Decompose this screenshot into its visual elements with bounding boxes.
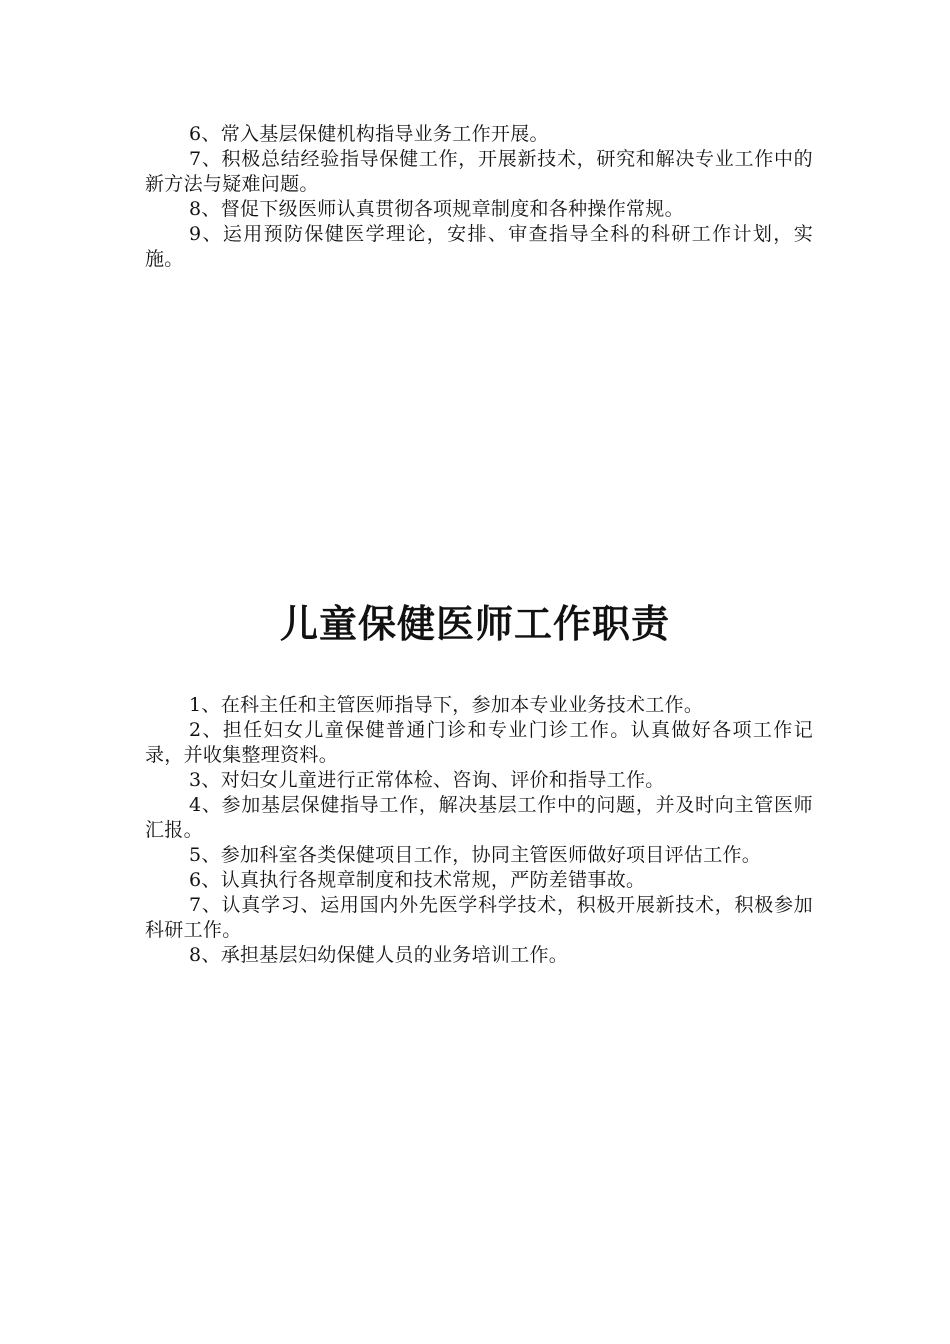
duty-item-1: 1、在科主任和主管医师指导下，参加本专业业务技术工作。 [189,694,704,716]
duty-item-7: 7、积极总结经验指导保健工作，开展新技术，研究和解决专业工作中的新方法与疑难问题。 [145,148,813,195]
continued-duty-list [145,122,813,272]
duty-item-4: 4、参加基层保健指导工作，解决基层工作中的问题，并及时向主管医师汇报。 [145,794,813,841]
duty-item-6: 6、常入基层保健机构指导业务工作开展。 [189,123,549,145]
duty-item-3: 3、对妇女儿童进行正常体检、咨询、评价和指导工作。 [189,769,665,791]
duty-item-5: 5、参加科室各类保健项目工作，协同主管医师做好项目评估工作。 [189,844,762,866]
duty-item-9: 9、运用预防保健医学理论，安排、审查指导全科的科研工作计划，实施。 [145,223,813,270]
section-title: 儿童保健医师工作职责 [279,601,670,646]
duty-item-7: 7、认真学习、运用国内外先医学科学技术，积极开展新技术，积极参加科研工作。 [145,894,813,941]
duty-item-8: 8、督促下级医师认真贯彻各项规章制度和各种操作常规。 [189,198,684,220]
duty-item-2: 2、担任妇女儿童保健普通门诊和专业门诊工作。认真做好各项工作记录，并收集整理资料。 [145,719,813,766]
duty-item-8: 8、承担基层妇幼保健人员的业务培训工作。 [189,944,569,966]
child-health-doctor-duty-list [145,693,813,968]
duty-item-6: 6、认真执行各规章制度和技术常规，严防差错事故。 [189,869,646,891]
